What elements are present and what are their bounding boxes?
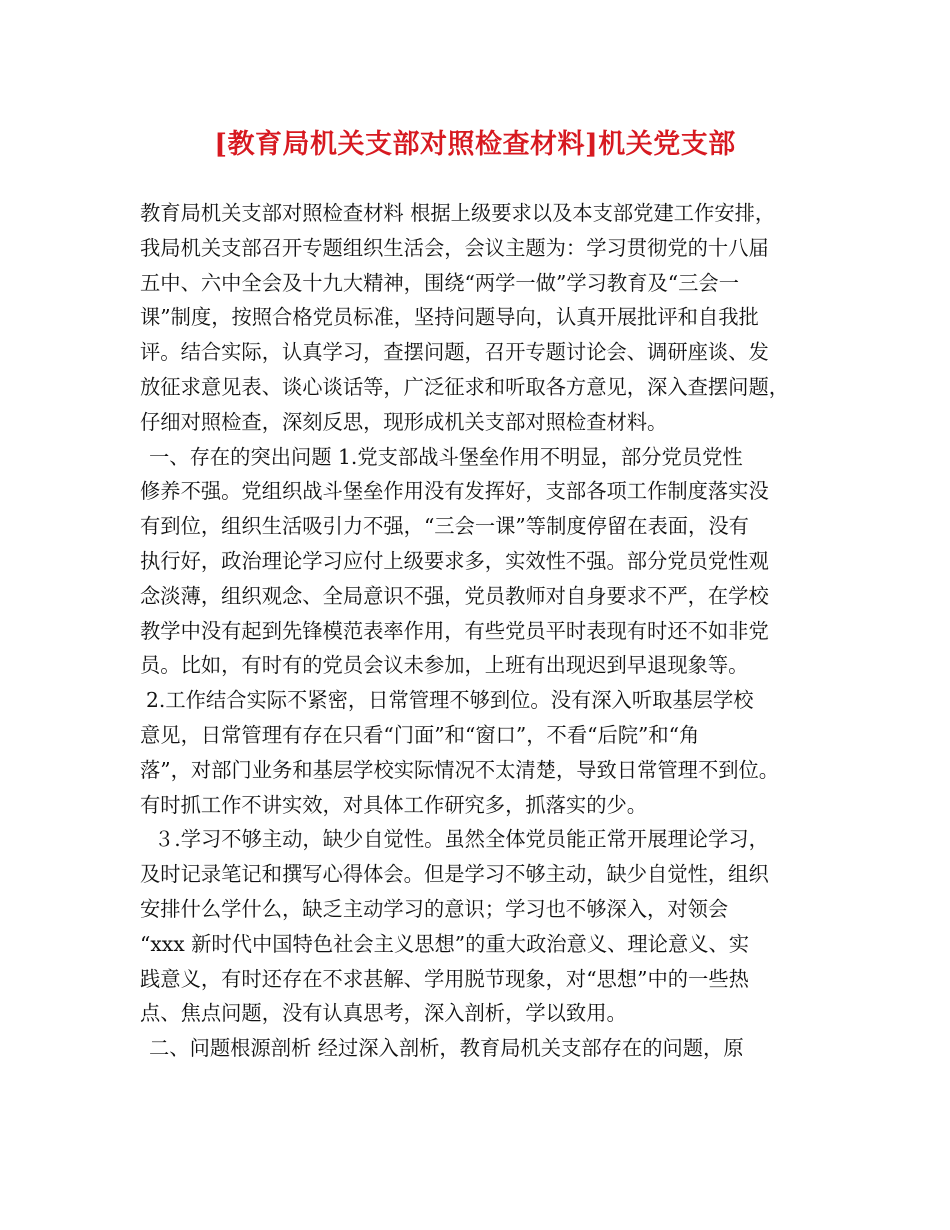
body-line: 教学中没有起到先锋模范表率作用，有些党员平时表现有时还不如非党 [140,618,769,643]
body-line: 课”制度，按照合格党员标准，坚持问题导向，认真开展批评和自我批 [140,305,759,330]
body-line: 有时抓工作不讲实效，对具体工作研究多，抓落实的少。 [140,792,648,817]
body-line: 有到位，组织生活吸引力不强，“三会一课”等制度停留在表面，没有 [140,514,749,539]
body-line: 教育局机关支部对照检查材料 根据上级要求以及本支部党建工作安排， [140,201,776,225]
body-line: 点、焦点问题，没有认真思考，深入剖析，学以致用。 [140,1001,627,1026]
body-line: 落”，对部门业务和基层学校实际情况不太清楚，导致日常管理不到位。 [140,757,780,782]
body-line: 仔细对照检查，深刻反思，现形成机关支部对照检查材料。 [140,409,668,434]
body-line: 及时记录笔记和撰写心得体会。但是学习不够主动，缺少自觉性，组织 [140,862,769,887]
body-line: 践意义，有时还存在不求甚解、学用脱节现象，对“思想”中的一些热 [140,966,749,991]
body-line: “xxx 新时代中国特色社会主义思想”的重大政治意义、理论意义、实 [140,931,750,956]
item-line: ３.学习不够主动，缺少自觉性。虽然全体党员能正常开展理论学习， [154,827,769,852]
section-heading-line: 一、存在的突出问题 1.党支部战斗堡垒作用不明显，部分党员党性 [149,444,743,469]
section-heading-line: 二、问题根源剖析 经过深入剖析，教育局机关支部存在的问题，原 [149,1036,744,1061]
document-title: [教育局机关支部对照检查材料]机关党支部 [214,129,736,160]
body-line: 执行好，政治理论学习应付上级要求多，实效性不强。部分党员党性观 [140,548,769,573]
body-line: 念淡薄，组织观念、全局意识不强，党员教师对自身要求不严，在学校 [140,583,769,608]
item-line: 2.工作结合实际不紧密，日常管理不够到位。没有深入听取基层学校 [146,688,754,713]
body-line: 安排什么学什么，缺乏主动学习的意识；学习也不够深入，对领会 [140,896,729,921]
body-line: 我局机关支部召开专题组织生活会，会议主题为：学习贯彻党的十八届 [140,235,769,260]
body-line: 五中、六中全会及十九大精神，围绕“两学一做”学习教育及“三会一 [140,270,739,295]
body-line: 员。比如，有时有的党员会议未参加，上班有出现迟到早退现象等。 [140,653,749,678]
body-line: 意见，日常管理有存在只看“门面”和“窗口”，不看“后院”和“角 [140,722,700,747]
body-line: 修养不强。党组织战斗堡垒作用没有发挥好，支部各项工作制度落实没 [140,479,769,504]
body-line: 评。结合实际，认真学习，查摆问题，召开专题讨论会、调研座谈、发 [140,340,769,365]
body-line: 放征求意见表、谈心谈话等，广泛征求和听取各方意见，深入查摆问题， [140,374,790,399]
document-body [140,196,820,1066]
